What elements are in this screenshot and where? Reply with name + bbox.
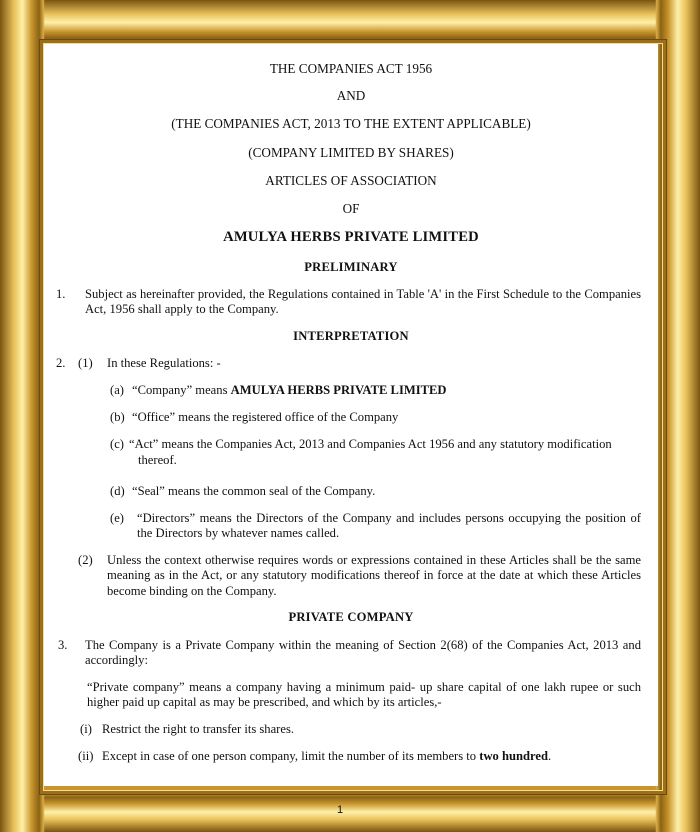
definition-label-a: (a) (110, 383, 124, 397)
document-content (44, 44, 658, 786)
clause-number-1: 1. (56, 287, 66, 301)
clause-number-2: 2. (56, 356, 66, 370)
definition-label-c: (c) (110, 437, 124, 451)
definition-label-b: (b) (110, 410, 125, 424)
condition-label-ii: (ii) (78, 749, 94, 763)
subclause-number-2-1: (1) (78, 356, 93, 370)
definition-a-company-name: AMULYA HERBS PRIVATE LIMITED (230, 383, 447, 397)
clause-1-text: Subject as hereinafter provided, the Regulations contained in Table 'A' in the First Schedule to the Companies Act, 1956 shall apply to the Company. (85, 287, 641, 317)
private-company-definition: “Private company” means a company having a minimum paid- up share capital of one lakh rupee or such higher paid up capital as may be prescribed, and which by its articles,- (87, 680, 641, 710)
definition-a (132, 383, 447, 398)
definition-e: “Directors” means the Directors of the Company and includes persons occupying the position of the Directors by whatever names called. (137, 511, 641, 541)
subclause-2-1-text: In these Regulations: - (107, 356, 221, 370)
title-line-4: (COMPANY LIMITED BY SHARES) (248, 145, 454, 160)
heading-private-company: PRIVATE COMPANY (288, 610, 414, 624)
heading-interpretation: INTERPRETATION (293, 329, 409, 343)
title-line-6: OF (342, 201, 360, 216)
condition-i-text: Restrict the right to transfer its shares. (102, 722, 295, 736)
company-name: AMULYA HERBS PRIVATE LIMITED (223, 229, 479, 245)
subclause-2-2-text: Unless the context otherwise requires words or expressions contained in these Articles shall be the same meaning as in the Act, or any statutory modifications thereof in force at the date at which these Articles become binding on the Company. (107, 553, 641, 598)
clause-3-text: The Company is a Private Company within the meaning of Section 2(68) of the Companies Act, 2013 and accordingly: (85, 638, 641, 668)
condition-ii-text: Except in case of one person company, limit the number of its members to (102, 749, 480, 763)
heading-preliminary: PRELIMINARY (304, 260, 398, 274)
subclause-number-2-2: (2) (78, 553, 93, 567)
definition-d: “Seal” means the common seal of the Company. (132, 484, 376, 498)
clause-number-3: 3. (58, 638, 68, 652)
definition-c-line-1: “Act” means the Companies Act, 2013 and Companies Act 1956 and any statutory modification (129, 437, 612, 451)
title-line-2: AND (336, 88, 366, 103)
definition-label-e: (e) (110, 511, 124, 525)
page-number: 1 (336, 804, 344, 816)
definition-c-line-2: thereof. (138, 453, 177, 467)
title-line-3: (THE COMPANIES ACT, 2013 TO THE EXTENT APPLICABLE) (171, 116, 531, 131)
document-page (44, 44, 658, 786)
condition-ii-end: . (547, 749, 552, 763)
definition-b: “Office” means the registered office of the Company (132, 410, 399, 424)
condition-ii (102, 749, 551, 764)
condition-label-i: (i) (80, 722, 92, 736)
condition-ii-bold: two hundred (479, 749, 548, 763)
definition-a-text: “Company” means (132, 383, 231, 397)
title-line-1: THE COMPANIES ACT 1956 (269, 61, 433, 76)
title-line-5: ARTICLES OF ASSOCIATION (265, 173, 437, 188)
definition-label-d: (d) (110, 484, 125, 498)
